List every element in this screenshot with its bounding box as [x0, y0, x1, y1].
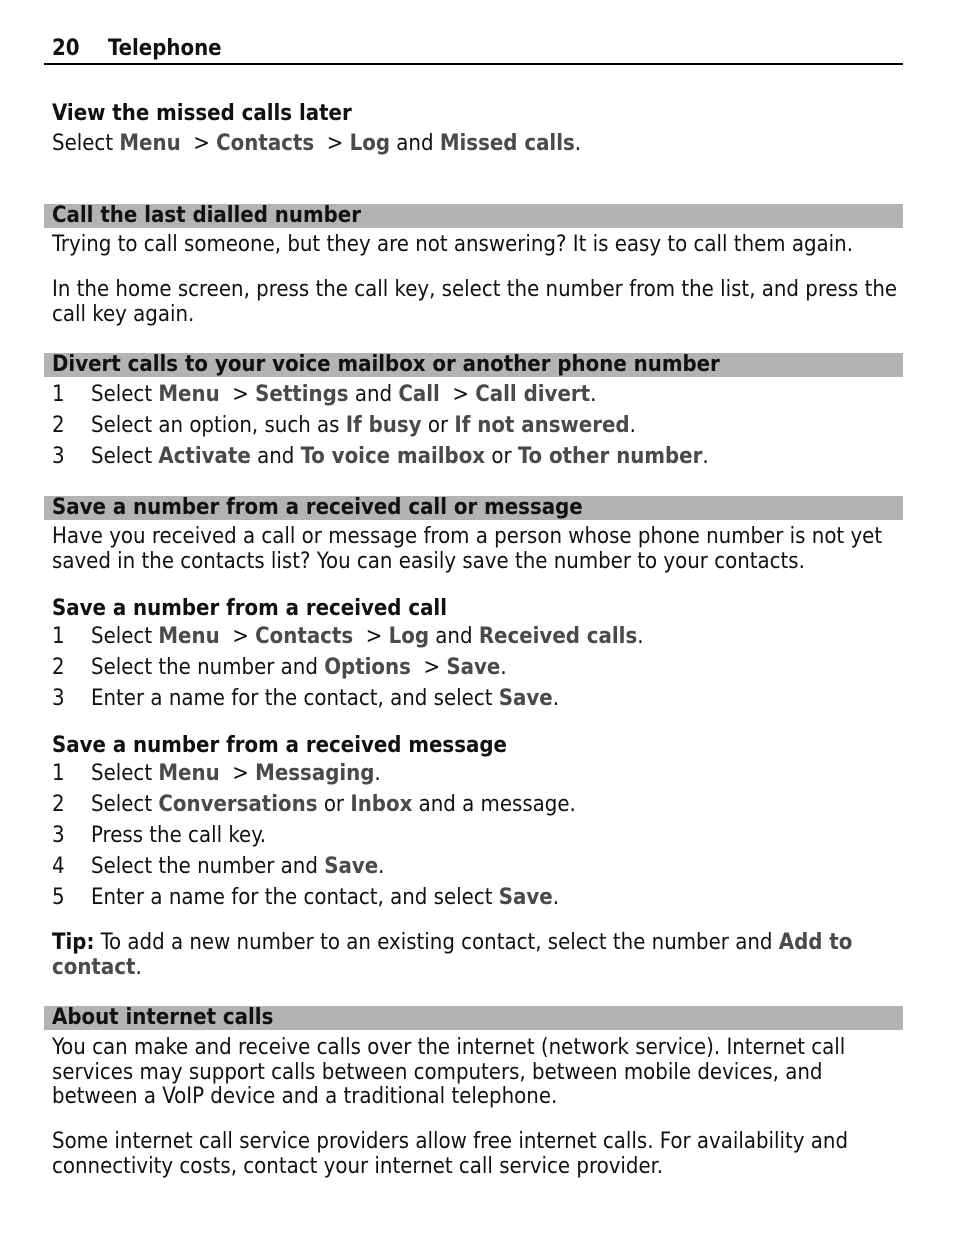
section-title: Call the last dialled number — [52, 203, 361, 228]
tip-label: Tip: — [52, 930, 95, 955]
section-bar-internet-calls — [44, 1006, 903, 1030]
manual-page: 20 Telephone View the missed calls later Select Menu > Contacts > Log and Missed calls. Call the last dialled number Trying to call someone, but they are not answering? It is easy to call them again. In the home screen, press the call key, select the number from the list, and press the call key again. Divert calls to your voice mailbox or another phone number 1 Select Menu > Settings and Call > Call divert. 2 Select an option, such as If busy or If not answered. 3 Select Activate and To voice mailbox or To other number. Save a number from a received call or message Have you received a call or message from a person whose phone number is not yet saved in the contacts list? You can easily save the number to your contacts. Save a number from a received call 1 Select Menu > Contacts > Log and Received calls. 2 Select the number and Options > Save. 3 Enter a name for the contact, and select Save. Save a number from a received message 1 Select Menu > Messaging. 2 Select Conversations or Inbox and a message. 3 Press the call key. 4 Select the number and Save. 5 Enter a name for the contact, and select Save. Tip: To add a new number to an existing contact, select the number and Add to contact. About internet calls You can make and receive calls over the internet (network service). Internet call services may support calls between computers, between mobile devices, and between a VoIP device and a traditional telephone. Some internet call service providers allow free internet calls. For availability and connectivity costs, contact your internet call service provider. — [0, 0, 954, 1258]
section-title: Divert calls to your voice mailbox or another phone number — [52, 352, 720, 377]
paragraph: Some internet call service providers allow free internet calls. For availability and connectivity costs, contact your internet call service provider. — [52, 1129, 849, 1179]
section-title: About internet calls — [52, 1005, 274, 1030]
page-header — [44, 36, 903, 65]
paragraph: You can make and receive calls over the internet (network service). Internet call services may support calls between computers, between mobile devices, and between a VoIP device and a traditional telephone. — [52, 1035, 846, 1109]
section-bar-divert-calls — [44, 353, 903, 377]
subheading: Save a number from a received call — [52, 596, 447, 621]
subheading: Save a number from a received message — [52, 733, 507, 758]
tip-paragraph: Tip: To add a new number to an existing contact, select the number and Add to contact. — [52, 930, 853, 980]
paragraph: Have you received a call or message from a person whose phone number is not yet saved in the contacts list? You can easily save the number to your contacts. — [52, 524, 883, 574]
section-bar-save-number — [44, 496, 903, 520]
paragraph: In the home screen, press the call key, select the number from the list, and press the call key again. — [52, 277, 898, 327]
section-title: Save a number from a received call or message — [52, 495, 583, 520]
section-bar-last-dialled — [44, 204, 903, 228]
chapter-title: Telephone — [108, 36, 222, 61]
paragraph: Trying to call someone, but they are not answering? It is easy to call them again. — [52, 232, 854, 257]
page-number: 20 — [52, 36, 80, 61]
view-missed-calls-instruction: Select Menu > Contacts > Log and Missed calls. — [52, 131, 582, 156]
view-missed-calls-heading: View the missed calls later — [52, 101, 352, 126]
